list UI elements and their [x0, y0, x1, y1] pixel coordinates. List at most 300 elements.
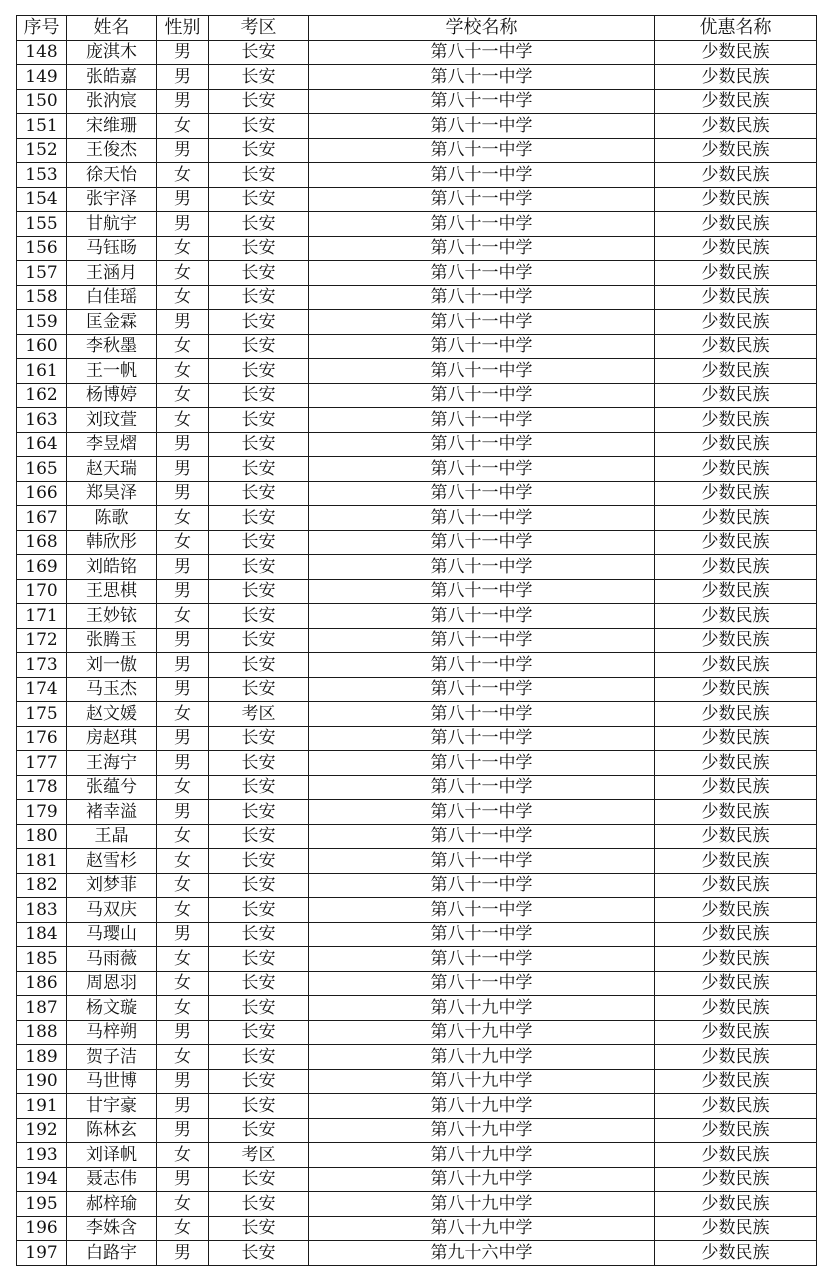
- cell-benefit: 少数民族: [655, 408, 817, 433]
- cell-area: 长安: [209, 383, 309, 408]
- table-row: [17, 824, 817, 849]
- cell-school: 第八十一中学: [309, 971, 655, 996]
- cell-no: 179: [17, 800, 67, 825]
- cell-sex: 女: [157, 824, 209, 849]
- cell-school: 第八十一中学: [309, 922, 655, 947]
- cell-sex: 男: [157, 89, 209, 114]
- cell-name: 刘皓铭: [67, 555, 157, 580]
- cell-area: 长安: [209, 212, 309, 237]
- cell-sex: 男: [157, 800, 209, 825]
- cell-area: 长安: [209, 138, 309, 163]
- table-row: [17, 530, 817, 555]
- cell-benefit: 少数民族: [655, 89, 817, 114]
- cell-no: 172: [17, 628, 67, 653]
- cell-sex: 男: [157, 726, 209, 751]
- cell-sex: 女: [157, 1216, 209, 1241]
- cell-no: 156: [17, 236, 67, 261]
- cell-name: 王涵月: [67, 261, 157, 286]
- cell-benefit: 少数民族: [655, 873, 817, 898]
- cell-no: 148: [17, 40, 67, 65]
- cell-benefit: 少数民族: [655, 1192, 817, 1217]
- cell-sex: 男: [157, 628, 209, 653]
- cell-school: 第八十一中学: [309, 824, 655, 849]
- cell-benefit: 少数民族: [655, 1045, 817, 1070]
- cell-name: 陈歌: [67, 506, 157, 531]
- cell-benefit: 少数民族: [655, 187, 817, 212]
- cell-school: 第八十一中学: [309, 383, 655, 408]
- cell-benefit: 少数民族: [655, 996, 817, 1021]
- table-row: [17, 628, 817, 653]
- cell-name: 杨文璇: [67, 996, 157, 1021]
- cell-school: 第八十九中学: [309, 1216, 655, 1241]
- cell-name: 张皓嘉: [67, 65, 157, 90]
- cell-no: 174: [17, 677, 67, 702]
- cell-no: 178: [17, 775, 67, 800]
- cell-benefit: 少数民族: [655, 530, 817, 555]
- cell-school: 第八十九中学: [309, 1069, 655, 1094]
- cell-benefit: 少数民族: [655, 506, 817, 531]
- cell-benefit: 少数民族: [655, 163, 817, 188]
- table-row: [17, 334, 817, 359]
- cell-benefit: 少数民族: [655, 579, 817, 604]
- table-row: [17, 1118, 817, 1143]
- table-row: [17, 947, 817, 972]
- cell-no: 177: [17, 751, 67, 776]
- cell-no: 182: [17, 873, 67, 898]
- cell-school: 第八十一中学: [309, 212, 655, 237]
- cell-area: 长安: [209, 677, 309, 702]
- table-row: [17, 1045, 817, 1070]
- cell-sex: 男: [157, 1241, 209, 1266]
- cell-benefit: 少数民族: [655, 1167, 817, 1192]
- cell-name: 王一帆: [67, 359, 157, 384]
- table-row: [17, 555, 817, 580]
- cell-area: 长安: [209, 481, 309, 506]
- table-row: [17, 40, 817, 65]
- cell-school: 第八十一中学: [309, 432, 655, 457]
- cell-school: 第八十一中学: [309, 65, 655, 90]
- cell-sex: 男: [157, 457, 209, 482]
- cell-sex: 男: [157, 555, 209, 580]
- cell-no: 150: [17, 89, 67, 114]
- table-row: [17, 702, 817, 727]
- cell-no: 170: [17, 579, 67, 604]
- cell-no: 159: [17, 310, 67, 335]
- cell-sex: 女: [157, 383, 209, 408]
- student-table: [16, 15, 817, 1266]
- cell-school: 第八十九中学: [309, 1192, 655, 1217]
- cell-name: 房赵琪: [67, 726, 157, 751]
- table-row: [17, 873, 817, 898]
- cell-no: 192: [17, 1118, 67, 1143]
- table-row: [17, 1167, 817, 1192]
- cell-area: 长安: [209, 824, 309, 849]
- cell-name: 张宇泽: [67, 187, 157, 212]
- cell-area: 长安: [209, 89, 309, 114]
- cell-sex: 女: [157, 1143, 209, 1168]
- cell-school: 第八十一中学: [309, 849, 655, 874]
- cell-no: 181: [17, 849, 67, 874]
- cell-name: 周恩羽: [67, 971, 157, 996]
- cell-benefit: 少数民族: [655, 432, 817, 457]
- header-school: 学校名称: [309, 16, 655, 41]
- cell-school: 第八十一中学: [309, 236, 655, 261]
- cell-no: 163: [17, 408, 67, 433]
- cell-name: 王海宁: [67, 751, 157, 776]
- cell-school: 第八十一中学: [309, 628, 655, 653]
- cell-area: 长安: [209, 1069, 309, 1094]
- cell-area: 长安: [209, 1020, 309, 1045]
- cell-area: 长安: [209, 849, 309, 874]
- cell-school: 第八十一中学: [309, 677, 655, 702]
- cell-area: 长安: [209, 947, 309, 972]
- table-row: [17, 1069, 817, 1094]
- cell-no: 153: [17, 163, 67, 188]
- table-row: [17, 65, 817, 90]
- table-row: [17, 359, 817, 384]
- cell-no: 187: [17, 996, 67, 1021]
- cell-area: 长安: [209, 457, 309, 482]
- cell-name: 马玉杰: [67, 677, 157, 702]
- cell-no: 190: [17, 1069, 67, 1094]
- cell-name: 王思棋: [67, 579, 157, 604]
- table-row: [17, 751, 817, 776]
- table-row: [17, 138, 817, 163]
- cell-area: 长安: [209, 334, 309, 359]
- cell-name: 刘玟萱: [67, 408, 157, 433]
- cell-sex: 女: [157, 996, 209, 1021]
- cell-benefit: 少数民族: [655, 971, 817, 996]
- cell-sex: 女: [157, 775, 209, 800]
- cell-area: 长安: [209, 873, 309, 898]
- cell-area: 长安: [209, 653, 309, 678]
- cell-school: 第九十六中学: [309, 1241, 655, 1266]
- cell-name: 张汭宸: [67, 89, 157, 114]
- cell-area: 长安: [209, 1216, 309, 1241]
- table-row: [17, 726, 817, 751]
- cell-name: 白佳瑶: [67, 285, 157, 310]
- cell-benefit: 少数民族: [655, 481, 817, 506]
- cell-sex: 女: [157, 530, 209, 555]
- cell-name: 刘一傲: [67, 653, 157, 678]
- cell-school: 第八十一中学: [309, 481, 655, 506]
- cell-benefit: 少数民族: [655, 922, 817, 947]
- table-row: [17, 775, 817, 800]
- cell-benefit: 少数民族: [655, 65, 817, 90]
- cell-benefit: 少数民族: [655, 114, 817, 139]
- cell-sex: 男: [157, 481, 209, 506]
- cell-school: 第八十一中学: [309, 775, 655, 800]
- cell-no: 180: [17, 824, 67, 849]
- cell-name: 李秋墨: [67, 334, 157, 359]
- cell-school: 第八十一中学: [309, 359, 655, 384]
- table-row: [17, 1216, 817, 1241]
- cell-area: 长安: [209, 996, 309, 1021]
- cell-benefit: 少数民族: [655, 775, 817, 800]
- cell-school: 第八十九中学: [309, 1118, 655, 1143]
- cell-area: 长安: [209, 971, 309, 996]
- cell-sex: 男: [157, 751, 209, 776]
- table-row: [17, 89, 817, 114]
- cell-area: 长安: [209, 775, 309, 800]
- cell-no: 160: [17, 334, 67, 359]
- cell-sex: 女: [157, 408, 209, 433]
- cell-benefit: 少数民族: [655, 334, 817, 359]
- cell-area: 长安: [209, 40, 309, 65]
- cell-benefit: 少数民族: [655, 138, 817, 163]
- cell-name: 赵天瑞: [67, 457, 157, 482]
- cell-no: 157: [17, 261, 67, 286]
- table-row: [17, 187, 817, 212]
- header-benefit: 优惠名称: [655, 16, 817, 41]
- cell-area: 长安: [209, 114, 309, 139]
- cell-no: 176: [17, 726, 67, 751]
- cell-sex: 女: [157, 261, 209, 286]
- cell-area: 长安: [209, 726, 309, 751]
- cell-area: 长安: [209, 163, 309, 188]
- cell-name: 甘宇豪: [67, 1094, 157, 1119]
- cell-no: 151: [17, 114, 67, 139]
- cell-benefit: 少数民族: [655, 261, 817, 286]
- cell-school: 第八十一中学: [309, 285, 655, 310]
- cell-name: 甘航宇: [67, 212, 157, 237]
- cell-no: 184: [17, 922, 67, 947]
- cell-no: 162: [17, 383, 67, 408]
- cell-sex: 女: [157, 163, 209, 188]
- cell-no: 154: [17, 187, 67, 212]
- cell-no: 173: [17, 653, 67, 678]
- table-body: [17, 40, 817, 1265]
- cell-no: 196: [17, 1216, 67, 1241]
- cell-no: 189: [17, 1045, 67, 1070]
- cell-benefit: 少数民族: [655, 824, 817, 849]
- cell-no: 186: [17, 971, 67, 996]
- cell-sex: 女: [157, 114, 209, 139]
- cell-school: 第八十一中学: [309, 408, 655, 433]
- cell-no: 191: [17, 1094, 67, 1119]
- table-header-row: [17, 16, 817, 41]
- cell-school: 第八十一中学: [309, 334, 655, 359]
- header-sex: 性别: [157, 16, 209, 41]
- cell-sex: 男: [157, 138, 209, 163]
- cell-sex: 女: [157, 1045, 209, 1070]
- cell-benefit: 少数民族: [655, 212, 817, 237]
- cell-no: 152: [17, 138, 67, 163]
- cell-school: 第八十一中学: [309, 530, 655, 555]
- cell-school: 第八十一中学: [309, 261, 655, 286]
- cell-name: 马钰旸: [67, 236, 157, 261]
- cell-sex: 女: [157, 849, 209, 874]
- cell-area: 长安: [209, 922, 309, 947]
- table-row: [17, 1020, 817, 1045]
- cell-sex: 男: [157, 1020, 209, 1045]
- cell-school: 第八十一中学: [309, 457, 655, 482]
- cell-area: 考区: [209, 1143, 309, 1168]
- cell-name: 李昱熠: [67, 432, 157, 457]
- cell-no: 169: [17, 555, 67, 580]
- cell-area: 长安: [209, 579, 309, 604]
- cell-no: 171: [17, 604, 67, 629]
- table-row: [17, 898, 817, 923]
- cell-no: 193: [17, 1143, 67, 1168]
- table-row: [17, 996, 817, 1021]
- cell-name: 马世博: [67, 1069, 157, 1094]
- cell-benefit: 少数民族: [655, 555, 817, 580]
- cell-name: 褚幸溢: [67, 800, 157, 825]
- table-row: [17, 1241, 817, 1266]
- cell-sex: 女: [157, 898, 209, 923]
- table-row: [17, 1192, 817, 1217]
- cell-sex: 男: [157, 653, 209, 678]
- cell-name: 马梓朔: [67, 1020, 157, 1045]
- cell-name: 郑昊泽: [67, 481, 157, 506]
- cell-benefit: 少数民族: [655, 628, 817, 653]
- cell-benefit: 少数民族: [655, 849, 817, 874]
- table-row: [17, 261, 817, 286]
- table-row: [17, 212, 817, 237]
- cell-area: 长安: [209, 187, 309, 212]
- cell-sex: 女: [157, 947, 209, 972]
- cell-sex: 男: [157, 65, 209, 90]
- cell-area: 长安: [209, 408, 309, 433]
- table-row: [17, 1143, 817, 1168]
- table-row: [17, 849, 817, 874]
- cell-name: 刘梦菲: [67, 873, 157, 898]
- cell-sex: 女: [157, 873, 209, 898]
- cell-area: 长安: [209, 432, 309, 457]
- cell-name: 王妙铱: [67, 604, 157, 629]
- cell-school: 第八十一中学: [309, 800, 655, 825]
- table-row: [17, 310, 817, 335]
- cell-name: 贺子洁: [67, 1045, 157, 1070]
- cell-benefit: 少数民族: [655, 1020, 817, 1045]
- cell-sex: 女: [157, 334, 209, 359]
- cell-area: 长安: [209, 236, 309, 261]
- cell-area: 长安: [209, 604, 309, 629]
- table-row: [17, 506, 817, 531]
- cell-area: 长安: [209, 1045, 309, 1070]
- cell-sex: 女: [157, 702, 209, 727]
- cell-no: 158: [17, 285, 67, 310]
- cell-benefit: 少数民族: [655, 285, 817, 310]
- cell-no: 195: [17, 1192, 67, 1217]
- cell-sex: 女: [157, 971, 209, 996]
- cell-sex: 男: [157, 1167, 209, 1192]
- table-row: [17, 604, 817, 629]
- cell-area: 长安: [209, 555, 309, 580]
- cell-benefit: 少数民族: [655, 40, 817, 65]
- cell-no: 183: [17, 898, 67, 923]
- cell-benefit: 少数民族: [655, 1118, 817, 1143]
- cell-benefit: 少数民族: [655, 677, 817, 702]
- cell-no: 188: [17, 1020, 67, 1045]
- cell-school: 第八十一中学: [309, 114, 655, 139]
- cell-no: 168: [17, 530, 67, 555]
- cell-sex: 男: [157, 922, 209, 947]
- cell-area: 长安: [209, 285, 309, 310]
- table-row: [17, 114, 817, 139]
- cell-sex: 男: [157, 677, 209, 702]
- cell-school: 第八十一中学: [309, 506, 655, 531]
- table-row: [17, 432, 817, 457]
- table-row: [17, 457, 817, 482]
- cell-benefit: 少数民族: [655, 1216, 817, 1241]
- cell-school: 第八十一中学: [309, 579, 655, 604]
- cell-no: 194: [17, 1167, 67, 1192]
- header-area: 考区: [209, 16, 309, 41]
- cell-name: 白路宇: [67, 1241, 157, 1266]
- cell-benefit: 少数民族: [655, 726, 817, 751]
- cell-benefit: 少数民族: [655, 359, 817, 384]
- cell-sex: 男: [157, 432, 209, 457]
- cell-no: 149: [17, 65, 67, 90]
- cell-name: 赵文媛: [67, 702, 157, 727]
- cell-school: 第八十九中学: [309, 996, 655, 1021]
- cell-school: 第八十一中学: [309, 89, 655, 114]
- cell-school: 第八十一中学: [309, 604, 655, 629]
- cell-benefit: 少数民族: [655, 702, 817, 727]
- cell-area: 长安: [209, 898, 309, 923]
- cell-name: 马雨薇: [67, 947, 157, 972]
- cell-name: 庞淇木: [67, 40, 157, 65]
- header-name: 姓名: [67, 16, 157, 41]
- cell-benefit: 少数民族: [655, 751, 817, 776]
- cell-sex: 男: [157, 1118, 209, 1143]
- cell-school: 第八十一中学: [309, 702, 655, 727]
- cell-name: 匡金霖: [67, 310, 157, 335]
- cell-area: 长安: [209, 628, 309, 653]
- cell-sex: 女: [157, 506, 209, 531]
- cell-sex: 男: [157, 187, 209, 212]
- cell-name: 杨博婷: [67, 383, 157, 408]
- table-row: [17, 677, 817, 702]
- cell-school: 第八十九中学: [309, 1143, 655, 1168]
- cell-benefit: 少数民族: [655, 604, 817, 629]
- table-row: [17, 579, 817, 604]
- table-row: [17, 236, 817, 261]
- table-row: [17, 800, 817, 825]
- cell-benefit: 少数民族: [655, 383, 817, 408]
- cell-area: 长安: [209, 1241, 309, 1266]
- cell-name: 马璎山: [67, 922, 157, 947]
- cell-sex: 女: [157, 359, 209, 384]
- cell-benefit: 少数民族: [655, 1143, 817, 1168]
- cell-sex: 女: [157, 1192, 209, 1217]
- cell-name: 刘译帆: [67, 1143, 157, 1168]
- cell-school: 第八十一中学: [309, 40, 655, 65]
- cell-name: 宋维珊: [67, 114, 157, 139]
- cell-benefit: 少数民族: [655, 457, 817, 482]
- cell-school: 第八十一中学: [309, 898, 655, 923]
- cell-school: 第八十九中学: [309, 1045, 655, 1070]
- cell-sex: 男: [157, 212, 209, 237]
- cell-area: 长安: [209, 1118, 309, 1143]
- cell-sex: 女: [157, 604, 209, 629]
- cell-no: 165: [17, 457, 67, 482]
- cell-name: 张蕴兮: [67, 775, 157, 800]
- cell-no: 185: [17, 947, 67, 972]
- cell-school: 第八十九中学: [309, 1094, 655, 1119]
- table-row: [17, 922, 817, 947]
- cell-area: 长安: [209, 800, 309, 825]
- cell-benefit: 少数民族: [655, 800, 817, 825]
- cell-benefit: 少数民族: [655, 1069, 817, 1094]
- cell-benefit: 少数民族: [655, 1241, 817, 1266]
- cell-sex: 女: [157, 285, 209, 310]
- cell-area: 长安: [209, 1192, 309, 1217]
- cell-area: 长安: [209, 310, 309, 335]
- table-row: [17, 408, 817, 433]
